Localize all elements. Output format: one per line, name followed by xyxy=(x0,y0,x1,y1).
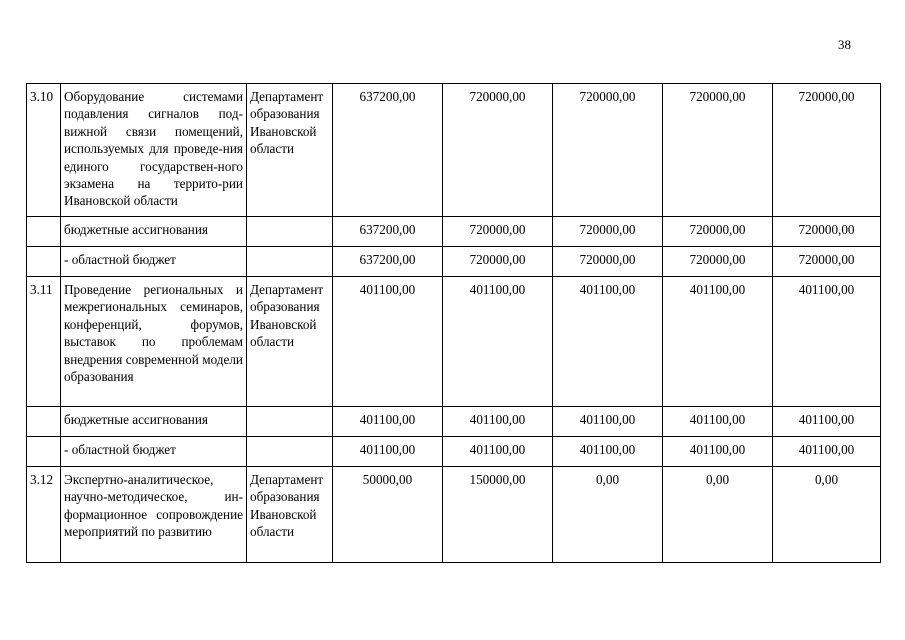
amount-cell: 401100,00 xyxy=(663,437,773,467)
responsible-department: Департамент образования Ивановской области xyxy=(247,467,333,563)
amount-cell: 401100,00 xyxy=(553,277,663,407)
empty-cell xyxy=(27,217,61,247)
responsible-department: Департамент образования Ивановской области xyxy=(247,277,333,407)
budget-line-label: - областной бюджет xyxy=(61,247,247,277)
empty-cell xyxy=(247,217,333,247)
page-number: 38 xyxy=(838,37,851,52)
amount-cell: 401100,00 xyxy=(553,407,663,437)
amount-cell: 401100,00 xyxy=(443,407,553,437)
budget-table xyxy=(26,83,881,563)
amount-cell: 637200,00 xyxy=(333,217,443,247)
amount-cell: 401100,00 xyxy=(773,407,881,437)
table-row xyxy=(27,277,881,407)
amount-cell: 0,00 xyxy=(553,467,663,563)
responsible-department: Департамент образования Ивановской области xyxy=(247,84,333,217)
amount-cell: 401100,00 xyxy=(443,437,553,467)
budget-line-label: бюджетные ассигнования xyxy=(61,217,247,247)
amount-cell: 401100,00 xyxy=(333,277,443,407)
amount-cell: 637200,00 xyxy=(333,84,443,217)
amount-cell: 720000,00 xyxy=(773,217,881,247)
activity-name: Оборудование системами подавления сигналов под-вижной связи помещений, используемых для проведе-ния единого государствен-ного экзамена на террито-рии Ивановской области xyxy=(61,84,247,217)
empty-cell xyxy=(27,247,61,277)
amount-cell: 720000,00 xyxy=(773,84,881,217)
activity-name: Проведение региональных и межрегиональных семинаров, конференций, форумов, выставок по проблемам внедрения современной модели образования xyxy=(61,277,247,407)
amount-cell: 0,00 xyxy=(663,467,773,563)
amount-cell: 720000,00 xyxy=(443,84,553,217)
amount-cell: 720000,00 xyxy=(553,84,663,217)
table-row xyxy=(27,407,881,437)
row-number: 3.11 xyxy=(27,277,61,407)
table-row xyxy=(27,437,881,467)
amount-cell: 401100,00 xyxy=(333,437,443,467)
table-row xyxy=(27,217,881,247)
amount-cell: 401100,00 xyxy=(663,277,773,407)
budget-line-label: - областной бюджет xyxy=(61,437,247,467)
row-number: 3.12 xyxy=(27,467,61,563)
empty-cell xyxy=(27,407,61,437)
activity-name: Экспертно-аналитическое, научно-методическое, ин-формационное сопровождение мероприятий по развитию xyxy=(61,467,247,563)
budget-line-label: бюджетные ассигнования xyxy=(61,407,247,437)
amount-cell: 720000,00 xyxy=(443,247,553,277)
amount-cell: 150000,00 xyxy=(443,467,553,563)
amount-cell: 720000,00 xyxy=(773,247,881,277)
empty-cell xyxy=(247,247,333,277)
amount-cell: 720000,00 xyxy=(663,247,773,277)
table-row xyxy=(27,84,881,217)
amount-cell: 401100,00 xyxy=(773,437,881,467)
amount-cell: 720000,00 xyxy=(663,217,773,247)
amount-cell: 720000,00 xyxy=(553,247,663,277)
amount-cell: 401100,00 xyxy=(773,277,881,407)
amount-cell: 401100,00 xyxy=(553,437,663,467)
empty-cell xyxy=(247,407,333,437)
empty-cell xyxy=(27,437,61,467)
amount-cell: 50000,00 xyxy=(333,467,443,563)
empty-cell xyxy=(247,437,333,467)
amount-cell: 0,00 xyxy=(773,467,881,563)
amount-cell: 720000,00 xyxy=(663,84,773,217)
amount-cell: 720000,00 xyxy=(553,217,663,247)
amount-cell: 637200,00 xyxy=(333,247,443,277)
amount-cell: 720000,00 xyxy=(443,217,553,247)
row-number: 3.10 xyxy=(27,84,61,217)
table-row xyxy=(27,467,881,563)
amount-cell: 401100,00 xyxy=(663,407,773,437)
amount-cell: 401100,00 xyxy=(443,277,553,407)
amount-cell: 401100,00 xyxy=(333,407,443,437)
table-row xyxy=(27,247,881,277)
